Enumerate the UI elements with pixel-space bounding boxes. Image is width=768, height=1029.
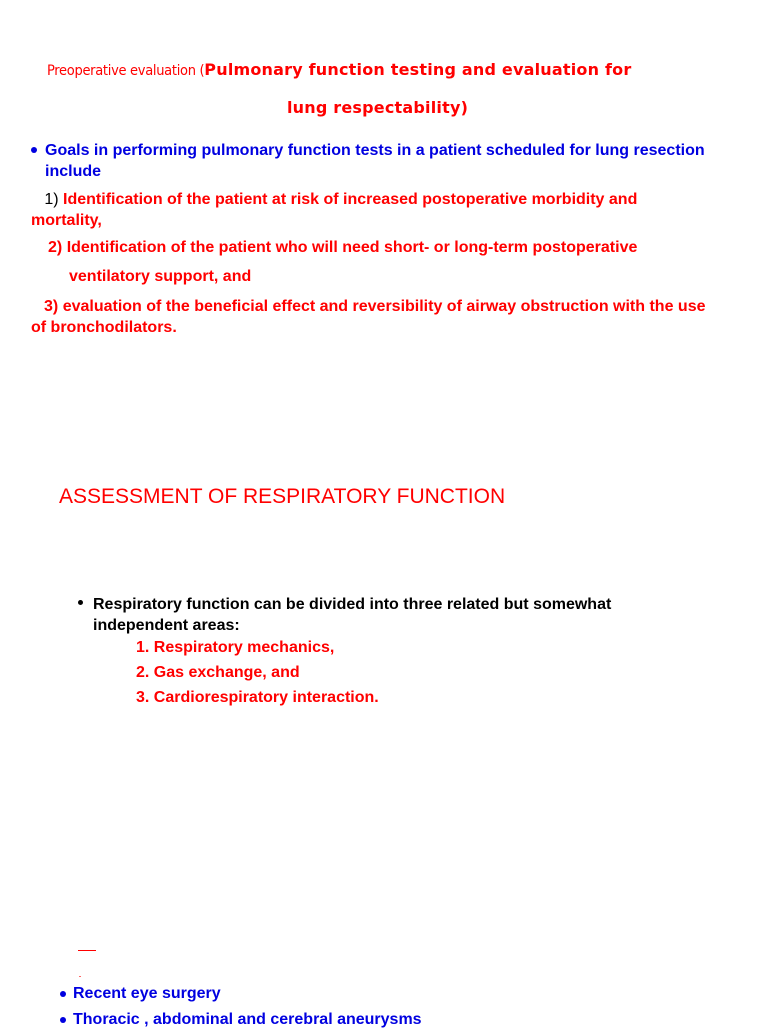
page-title-line-1	[47, 60, 631, 80]
goal-item-2-number: 2)	[48, 239, 63, 256]
goal-item-3-text-line-1: evaluation of the beneficial effect and reversibility of airway obstruction with the use	[62, 298, 706, 315]
bullet-dot-icon	[31, 147, 37, 153]
title-main-line-2: lung respectability)	[287, 98, 469, 117]
bottom-list-item-1: Recent eye surgery	[73, 985, 221, 1002]
section-heading: ASSESSMENT OF RESPIRATORY FUNCTION	[59, 485, 506, 508]
goal-item-2	[48, 239, 637, 257]
goal-item-3	[31, 296, 751, 338]
bullet-dot-icon	[78, 600, 83, 605]
goal-item-3-text-line-2: of bronchodilators.	[31, 319, 177, 336]
assessment-intro	[93, 594, 713, 636]
goal-item-2-text-line-2: ventilatory support, and	[69, 268, 252, 285]
goal-item-3-number: 3)	[44, 298, 59, 315]
decorative-mark	[78, 950, 96, 951]
bottom-list-item-2: Thoracic , abdominal and cerebral aneurysms	[73, 1011, 422, 1028]
assessment-intro-line-2: independent areas:	[93, 617, 240, 634]
title-prefix: Preoperative evaluation (	[47, 63, 205, 79]
goal-item-2-text-line-1: Identification of the patient who will need short- or long-term postoperative	[66, 239, 638, 256]
assessment-intro-line-1: Respiratory function can be divided into three related but somewhat	[93, 596, 612, 613]
assessment-item-2: 2. Gas exchange, and	[136, 664, 300, 681]
goal-item-1-number: 1)	[44, 191, 59, 208]
assessment-item-1: 1. Respiratory mechanics,	[136, 639, 335, 656]
goal-item-1	[31, 189, 731, 231]
bullet-dot-icon	[60, 1017, 66, 1023]
bullet-dot-icon	[60, 991, 66, 997]
goal-item-1-text-line-1: Identification of the patient at risk of increased postoperative morbidity and	[63, 191, 638, 208]
goal-item-1-text-line-2: mortality,	[31, 212, 102, 229]
decorative-mark	[79, 976, 81, 977]
goals-intro-line-1: Goals in performing pulmonary function tests in a patient scheduled for lung resection	[45, 142, 705, 159]
goals-intro-line-2: include	[45, 163, 102, 180]
title-main-line-1: Pulmonary function testing and evaluation for	[204, 60, 632, 79]
goals-intro	[45, 140, 745, 182]
assessment-item-3: 3. Cardiorespiratory interaction.	[136, 689, 379, 706]
